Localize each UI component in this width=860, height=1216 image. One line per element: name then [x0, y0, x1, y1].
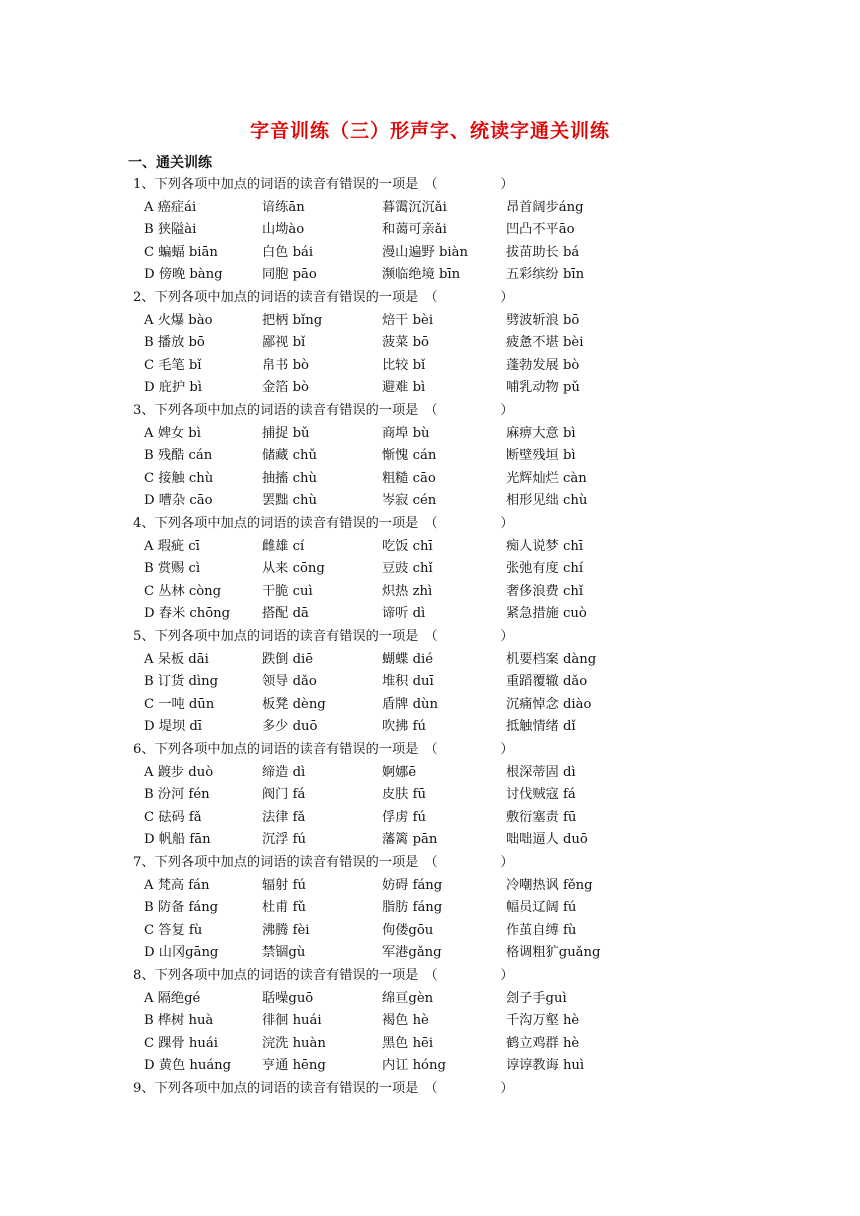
- question-stem: [133, 965, 514, 987]
- option-word: 咄咄逼人 duō: [506, 832, 588, 848]
- option-word: 劈波斩浪 bō: [506, 312, 580, 328]
- question-text: 3、下列各项中加点的词语的读音有错误的一项是: [133, 403, 419, 418]
- option-word: 吃饭 chī: [382, 538, 433, 554]
- option-word: C 接触 chù: [144, 470, 214, 486]
- section-heading: 一、通关训练: [128, 155, 212, 171]
- option-word: 商埠 bù: [382, 425, 430, 441]
- option-word: 惭愧 cán: [382, 448, 437, 464]
- option-word: D 傍晚 bàng: [144, 267, 223, 283]
- option-word: 痴人说梦 chī: [506, 538, 584, 554]
- option-word: 昂首阔步áng: [506, 199, 584, 215]
- option-word: 作茧自缚 fù: [506, 922, 577, 938]
- option-word: 疲惫不堪 bèi: [506, 335, 584, 351]
- option-word: 堆积 duī: [382, 674, 434, 690]
- option-word: 奢侈浪费 chǐ: [506, 583, 584, 599]
- option-word: C 砝码 fǎ: [144, 809, 202, 825]
- option-word: B 桦树 huà: [144, 1013, 214, 1029]
- option-word: 沉痛悼念 diào: [506, 696, 592, 712]
- option-word: 婀娜ē: [382, 764, 417, 780]
- option-word: 徘徊 huái: [262, 1013, 322, 1029]
- option-word: 千沟万壑 hè: [506, 1013, 580, 1029]
- option-word: 绵亘gèn: [382, 990, 434, 1006]
- option-word: D 舂米 chōng: [144, 606, 231, 622]
- option-word: 鄙视 bǐ: [262, 335, 306, 351]
- option-word: 脂肪 fáng: [382, 900, 443, 916]
- question-text: 4、下列各项中加点的词语的读音有错误的一项是: [133, 516, 419, 531]
- option-word: 麻痹大意 bì: [506, 425, 576, 441]
- option-word: 军港gǎng: [382, 945, 442, 961]
- question-stem: [133, 852, 514, 874]
- option-word: 比较 bǐ: [382, 357, 426, 373]
- option-word: 内讧 hóng: [382, 1058, 446, 1074]
- answer-blank: （ ）: [424, 855, 514, 870]
- option-word: 相形见绌 chù: [506, 493, 588, 509]
- option-word: 沉浮 fú: [262, 832, 306, 848]
- option-word: A 瑕疵 cī: [144, 538, 200, 554]
- question-stem: [133, 174, 514, 196]
- option-word: D 黄色 huáng: [144, 1058, 232, 1074]
- option-word: 褐色 hè: [382, 1013, 429, 1029]
- option-word: 吹拂 fú: [382, 719, 426, 735]
- option-word: 根深蒂固 dì: [506, 764, 576, 780]
- question-text: 7、下列各项中加点的词语的读音有错误的一项是: [133, 855, 419, 870]
- option-word: B 订货 dìng: [144, 674, 219, 690]
- question-text: 5、下列各项中加点的词语的读音有错误的一项是: [133, 629, 419, 644]
- option-word: 张弛有度 chí: [506, 561, 584, 577]
- option-word: 板凳 dèng: [262, 696, 326, 712]
- option-word: 谛听 dì: [382, 606, 426, 622]
- option-word: 幅员辽阔 fú: [506, 900, 577, 916]
- option-word: A 踱步 duò: [144, 764, 214, 780]
- option-word: 多少 duō: [262, 719, 318, 735]
- option-word: A 呆板 dāi: [144, 651, 209, 667]
- option-word: 拔苗助长 bá: [506, 244, 580, 260]
- option-word: 帛书 bò: [262, 357, 309, 373]
- option-word: A 隔绝gé: [144, 990, 201, 1006]
- option-word: 抵触情绪 dǐ: [506, 719, 576, 735]
- question-stem: [133, 287, 514, 309]
- option-word: 白色 bái: [262, 244, 314, 260]
- option-word: D 嘈杂 cāo: [144, 493, 213, 509]
- option-word: 领导 dǎo: [262, 674, 317, 690]
- option-word: 豆豉 chǐ: [382, 561, 433, 577]
- option-word: 沸腾 fèi: [262, 922, 310, 938]
- option-word: 谆谆教诲 huì: [506, 1058, 585, 1074]
- question-text: 6、下列各项中加点的词语的读音有错误的一项是: [133, 742, 419, 757]
- option-word: C 答复 fù: [144, 922, 203, 938]
- option-word: 断壁残垣 bì: [506, 448, 576, 464]
- option-word: B 汾河 fén: [144, 787, 210, 803]
- option-word: 抽搐 chù: [262, 470, 317, 486]
- option-word: D 帆船 fān: [144, 832, 211, 848]
- option-word: 妨碍 fáng: [382, 877, 443, 893]
- option-word: 干脆 cuì: [262, 583, 313, 599]
- option-word: D 庇护 bì: [144, 380, 202, 396]
- option-word: A 婢女 bì: [144, 425, 201, 441]
- option-word: 金箔 bò: [262, 380, 309, 396]
- option-word: 敷衍塞责 fū: [506, 809, 577, 825]
- question-text: 1、下列各项中加点的词语的读音有错误的一项是: [133, 177, 419, 192]
- option-word: B 播放 bō: [144, 335, 205, 351]
- option-word: 聒噪guō: [262, 990, 314, 1006]
- option-word: 法律 fǎ: [262, 809, 306, 825]
- option-word: 焙干 bèi: [382, 312, 434, 328]
- option-word: D 山冈gāng: [144, 945, 219, 961]
- option-word: 格调粗犷guǎng: [506, 945, 601, 961]
- option-word: 俘虏 fú: [382, 809, 426, 825]
- option-word: C 一吨 dūn: [144, 696, 215, 712]
- option-word: C 蝙蝠 biān: [144, 244, 218, 260]
- answer-blank: （ ）: [424, 290, 514, 305]
- option-word: 禁锢gù: [262, 945, 306, 961]
- option-word: 冷嘲热讽 fěng: [506, 877, 593, 893]
- answer-blank: （ ）: [424, 629, 514, 644]
- option-word: B 防备 fáng: [144, 900, 219, 916]
- option-word: 光辉灿烂 càn: [506, 470, 587, 486]
- option-word: 阀门 fá: [262, 787, 306, 803]
- option-word: 蓬勃发展 bò: [506, 357, 580, 373]
- option-word: 暮霭沉沉ǎi: [382, 199, 447, 215]
- option-word: 跌倒 diē: [262, 651, 314, 667]
- option-word: C 毛笔 bǐ: [144, 357, 202, 373]
- question-text: 2、下列各项中加点的词语的读音有错误的一项是: [133, 290, 419, 305]
- page-title: 字音训练（三）形声字、统读字通关训练: [249, 120, 610, 142]
- option-word: 鹤立鸡群 hè: [506, 1035, 580, 1051]
- option-word: 炽热 zhì: [382, 583, 433, 599]
- option-word: 佝偻gōu: [382, 922, 434, 938]
- option-word: C 踝骨 huái: [144, 1035, 218, 1051]
- option-word: 山坳ào: [262, 222, 305, 238]
- option-word: 机要档案 dàng: [506, 651, 597, 667]
- option-word: B 残酷 cán: [144, 448, 213, 464]
- option-word: 盾牌 dùn: [382, 696, 438, 712]
- option-word: 和蔼可亲ǎi: [382, 222, 447, 238]
- question-text: 8、下列各项中加点的词语的读音有错误的一项是: [133, 968, 419, 983]
- option-word: A 火爆 bào: [144, 312, 213, 328]
- question-text: 9、下列各项中加点的词语的读音有错误的一项是: [133, 1081, 419, 1096]
- option-word: A 癌症ái: [144, 199, 197, 215]
- option-word: C 丛林 còng: [144, 583, 222, 599]
- option-word: 储藏 chǔ: [262, 448, 317, 464]
- option-word: 菠菜 bō: [382, 335, 429, 351]
- option-word: 哺乳动物 pǔ: [506, 380, 580, 396]
- option-word: 把柄 bǐng: [262, 312, 323, 328]
- option-word: B 狭隘ài: [144, 222, 197, 238]
- answer-blank: （ ）: [424, 1081, 514, 1096]
- option-word: 刽子手guì: [506, 990, 567, 1006]
- option-word: 凹凸不平āo: [506, 222, 575, 238]
- option-word: 濒临绝境 bīn: [382, 267, 461, 283]
- option-word: 雌雄 cí: [262, 538, 305, 554]
- question-stem: [133, 626, 514, 648]
- option-word: 漫山遍野 biàn: [382, 244, 468, 260]
- option-word: 辐射 fú: [262, 877, 306, 893]
- option-word: A 梵高 fán: [144, 877, 210, 893]
- option-word: 避难 bì: [382, 380, 426, 396]
- option-word: 罢黜 chù: [262, 493, 317, 509]
- option-word: 亨通 hēng: [262, 1058, 326, 1074]
- question-stem: [133, 1078, 514, 1100]
- option-word: B 赏赐 cì: [144, 561, 201, 577]
- option-word: 同胞 pāo: [262, 267, 317, 283]
- question-stem: [133, 400, 514, 422]
- option-word: 捕捉 bǔ: [262, 425, 310, 441]
- option-word: 五彩缤纷 bīn: [506, 267, 585, 283]
- option-word: 重蹈覆辙 dǎo: [506, 674, 588, 690]
- answer-blank: （ ）: [424, 968, 514, 983]
- option-word: 岑寂 cén: [382, 493, 437, 509]
- option-word: 谙练ān: [262, 199, 305, 215]
- answer-blank: （ ）: [424, 516, 514, 531]
- answer-blank: （ ）: [424, 742, 514, 757]
- option-word: 缔造 dì: [262, 764, 306, 780]
- option-word: 黑色 hēi: [382, 1035, 434, 1051]
- option-word: 蝴蝶 dié: [382, 651, 434, 667]
- option-word: 杜甫 fǔ: [262, 900, 306, 916]
- option-word: 搭配 dā: [262, 606, 309, 622]
- option-word: 讨伐贼寇 fá: [506, 787, 576, 803]
- answer-blank: （ ）: [424, 403, 514, 418]
- option-word: 紧急措施 cuò: [506, 606, 587, 622]
- question-stem: [133, 513, 514, 535]
- option-word: 藩篱 pān: [382, 832, 438, 848]
- option-word: 浣洗 huàn: [262, 1035, 326, 1051]
- option-word: 粗糙 cāo: [382, 470, 436, 486]
- option-word: 皮肤 fū: [382, 787, 426, 803]
- option-word: D 堤坝 dī: [144, 719, 202, 735]
- answer-blank: （ ）: [424, 177, 514, 192]
- option-word: 从来 cōng: [262, 561, 325, 577]
- question-stem: [133, 739, 514, 761]
